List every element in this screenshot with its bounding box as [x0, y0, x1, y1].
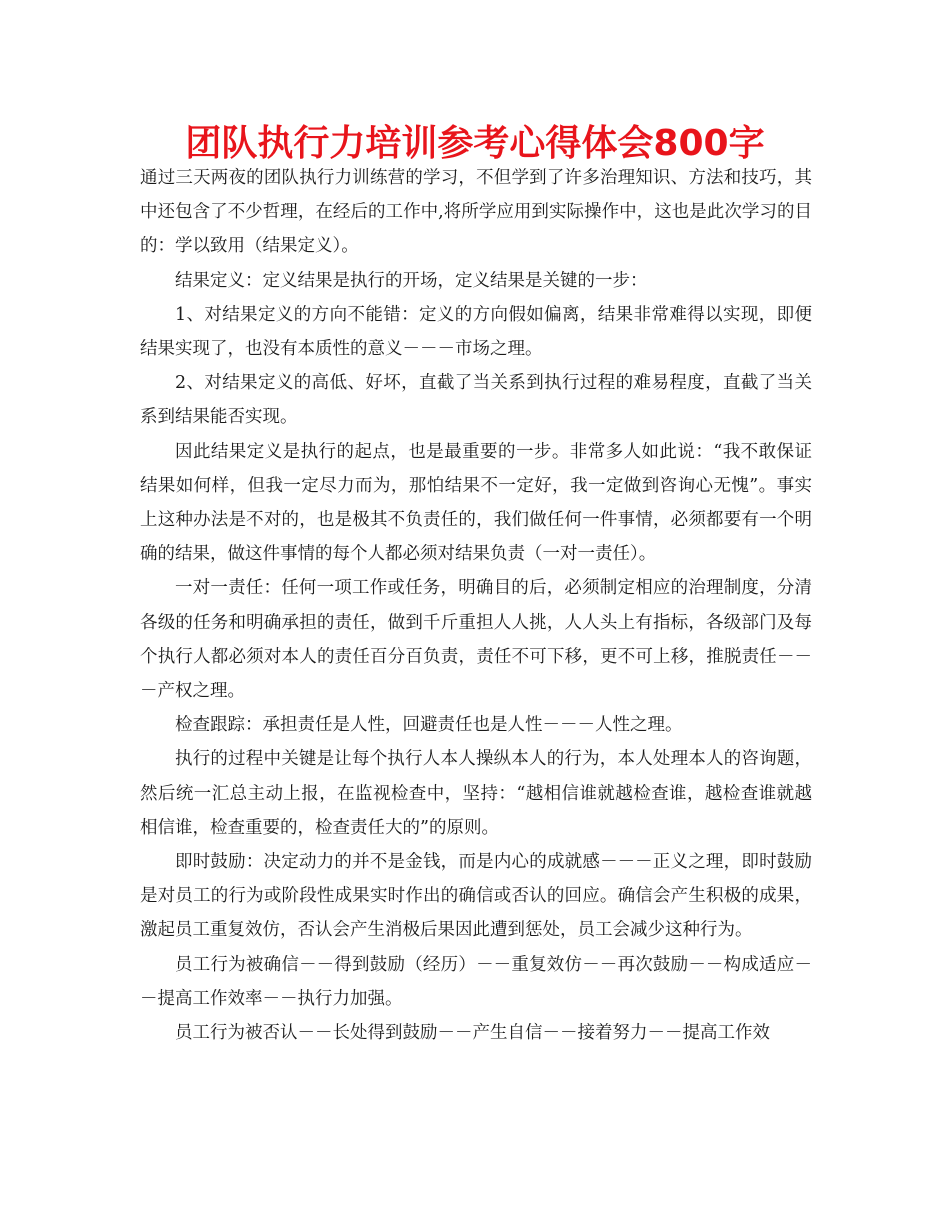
paragraph: 检查跟踪：承担责任是人性，回避责任也是人性－－－人性之理。 [175, 715, 683, 736]
paragraph: 员工行为被否认－－长处得到鼓励－－产生自信－－接着努力－－提高工作效 [175, 1023, 770, 1044]
paragraph: 2、对结果定义的高低、好坏，直截了当关系到执行过程的难易程度，直截了当关系到结果能否实现。 [140, 373, 812, 428]
paragraph: 结果定义：定义结果是执行的开场，定义结果是关键的一步： [175, 270, 648, 291]
paragraph: 员工行为被确信－－得到鼓励（经历）－－重复效仿－－再次鼓励－－构成适应－－提高工作效率－－执行力加强。 [140, 954, 812, 1009]
paragraph: 执行的过程中关键是让每个执行人本人操纵本人的行为，本人处理本人的咨询题，然后统一汇总主动上报，在监视检查中，坚持：“越相信谁就越检查谁，越检查谁就越相信谁，检查重要的，检查责任大的”的原则。 [140, 749, 812, 838]
paragraph: 1、对结果定义的方向不能错：定义的方向假如偏离，结果非常难得以实现，即便结果实现了，也没有本质性的意义－－－市场之理。 [140, 304, 812, 360]
paragraph: 通过三天两夜的团队执行力训练营的学习，不但学到了许多治理知识、方法和技巧，其中还包含了不少哲理，在经后的工作中,将所学应用到实际操作中，这也是此次学习的目的：学以致用（结果定义）。 [140, 168, 812, 257]
paragraph: 一对一责任：任何一项工作或任务，明确目的后，必须制定相应的治理制度，分清各级的任务和明确承担的责任，做到千斤重担人人挑，人人头上有指标，各级部门及每个执行人都必须对本人的责任百分百负责，责任不可下移，更不可上移，推脱责任－－－产权之理。 [140, 578, 812, 702]
paragraph: 即时鼓励：决定动力的并不是金钱，而是内心的成就感－－－正义之理，即时鼓励是对员工的行为或阶段性成果实时作出的确信或否认的回应。确信会产生积极的成果，激起员工重复效仿，否认会产生消极后果因此遭到惩处，员工会减少这种行为。 [140, 852, 812, 941]
document-title: 团队执行力培训参考心得体会800字 [185, 123, 765, 164]
paragraph: 因此结果定义是执行的起点，也是最重要的一步。非常多人如此说：“我不敢保证结果如何样，但我一定尽力而为，那怕结果不一定好，我一定做到咨询心无愧”。事实上这种办法是不对的，也是极其不负责任的，我们做任何一件事情，必须都要有一个明确的结果，做这件事情的每个人都必须对结果负责（一对一责任）。 [140, 441, 812, 565]
document-body [140, 161, 812, 1050]
